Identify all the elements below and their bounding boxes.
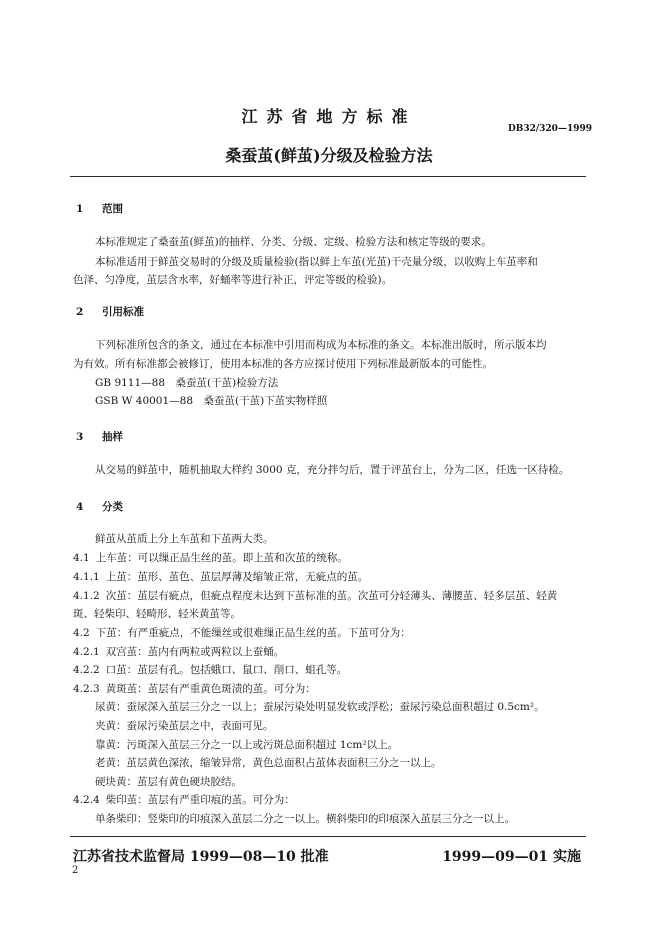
clause-text: 口茧：茧层有孔。包括蛾口、鼠口、削口、蛆孔等。: [105, 664, 348, 676]
clause-number: 4.2.1: [73, 646, 100, 658]
section-title: 范围: [102, 203, 123, 215]
section-1-heading: [76, 201, 123, 216]
clause-4-2: [73, 625, 411, 640]
clause-4-2-4: [73, 792, 295, 807]
clause-text: 柴印茧：茧层有严重印痕的茧。可分为：: [105, 794, 295, 806]
header-rule: [70, 176, 586, 177]
standard-code: DB32/320—1999: [507, 124, 592, 134]
clause-number: 4.1: [73, 552, 90, 564]
clause-4-1-1: [73, 569, 368, 584]
section-4-heading: [76, 499, 123, 514]
clause-4-1: [73, 550, 348, 565]
reference-item: GSB W 40001—88 桑蚕茧(干茧)下茧实物样照: [95, 395, 328, 407]
paragraph: 本标准适用于鲜茧交易时的分级及质量检验(指以鲜上车茧(光茧)干壳量分级，以收购上车茧率和: [95, 256, 538, 268]
section-number: 4: [76, 501, 84, 513]
sub-item: 老黄：茧层黄色深浓，缩皱异常，黄色总面积占茧体表面积三分之一以上。: [95, 757, 442, 769]
sub-item: 靠黄：污斑深入茧层三分之一以上或污斑总面积超过 1cm²以上。: [95, 739, 399, 751]
clause-4-1-2: [73, 588, 557, 603]
clause-4-2-1: [73, 644, 284, 659]
section-title: 引用标准: [102, 306, 144, 318]
clause-text: 上车茧：可以缫正品生丝的茧。即上茧和次茧的统称。: [95, 552, 348, 564]
clause-text: 下茧：有严重疵点，不能缫丝或很难缫正品生丝的茧。下茧可分为：: [95, 627, 411, 639]
sub-item: 夹黄：蚕尿污染茧层之中，表面可见。: [95, 720, 274, 732]
paragraph: 下列标准所包含的条文，通过在本标准中引用而构成为本标准的条文。本标准出版时，所示版本均: [95, 339, 547, 351]
sub-item: 尿黄：蚕尿深入茧层三分之一以上；蚕尿污染处明显发软或浮松；蚕尿污染总面积超过 0.5cm²。: [95, 701, 545, 713]
sub-item: 单条柴印：竖柴印的印痕深入茧层二分之一以上。横斜柴印的印痕深入茧层三分之一以上。: [95, 813, 515, 825]
approval-authority: 江苏省技术监督局 1999—08—10 批准: [73, 849, 329, 865]
paragraph: 从交易的鲜茧中，随机抽取大样约 3000 克，充分拌匀后，置于评茧台上，分为二区，任选一区待检。: [95, 464, 570, 476]
section-title: 分类: [102, 501, 123, 513]
footer-rule: [70, 836, 586, 837]
standard-title: 江苏省地方标准: [241, 107, 417, 126]
section-2-heading: [76, 304, 144, 319]
clause-4-2-2: [73, 662, 347, 677]
clause-number: 4.1.2: [73, 590, 100, 602]
clause-number: 4.2.4: [73, 794, 100, 806]
paragraph: 鲜茧从茧质上分上车茧和下茧两大类。: [95, 533, 274, 545]
section-3-heading: [76, 429, 123, 444]
section-number: 2: [76, 306, 84, 318]
clause-text: 黄斑茧：茧层有严重黄色斑渍的茧。可分为：: [105, 683, 316, 695]
document-title: 桑蚕茧(鲜茧)分级及检验方法: [225, 146, 433, 165]
clause-text: 双宫茧：茧内有两粒或两粒以上蚕蛹。: [105, 646, 285, 658]
page-number: 2: [72, 865, 79, 876]
section-title: 抽样: [102, 431, 123, 443]
clause-4-2-3: [73, 681, 316, 696]
clause-number: 4.2: [73, 627, 90, 639]
sub-item: 硬块黄：茧层有黄色硬块胶结。: [95, 776, 242, 788]
clause-text: 上茧：茧形、茧色、茧层厚薄及缩皱正常，无疵点的茧。: [105, 571, 369, 583]
paragraph: 色泽、匀净度，茧层含水率，好蛹率等进行补正，评定等级的检验)。: [73, 274, 393, 286]
section-number: 1: [76, 203, 84, 215]
effective-date: 1999—09—01 实施: [442, 849, 581, 865]
clause-continuation: 斑、轻柴印、轻畸形、轻米黄茧等。: [73, 608, 241, 620]
paragraph: 本标准规定了桑蚕茧(鲜茧)的抽样、分类、分级、定级、检验方法和核定等级的要求。: [95, 236, 492, 248]
clause-text: 次茧：茧层有疵点，但疵点程度未达到下茧标准的茧。次茧可分轻薄头、薄腰茧、轻多层茧、轻黄: [105, 590, 558, 602]
clause-number: 4.2.2: [73, 664, 100, 676]
clause-number: 4.2.3: [73, 683, 100, 695]
paragraph: 为有效。所有标准都会被修订，使用本标准的各方应探讨使用下列标准最新版本的可能性。: [73, 358, 493, 370]
reference-item: GB 9111—88 桑蚕茧(干茧)检验方法: [95, 377, 279, 389]
clause-number: 4.1.1: [73, 571, 100, 583]
section-number: 3: [76, 431, 84, 443]
